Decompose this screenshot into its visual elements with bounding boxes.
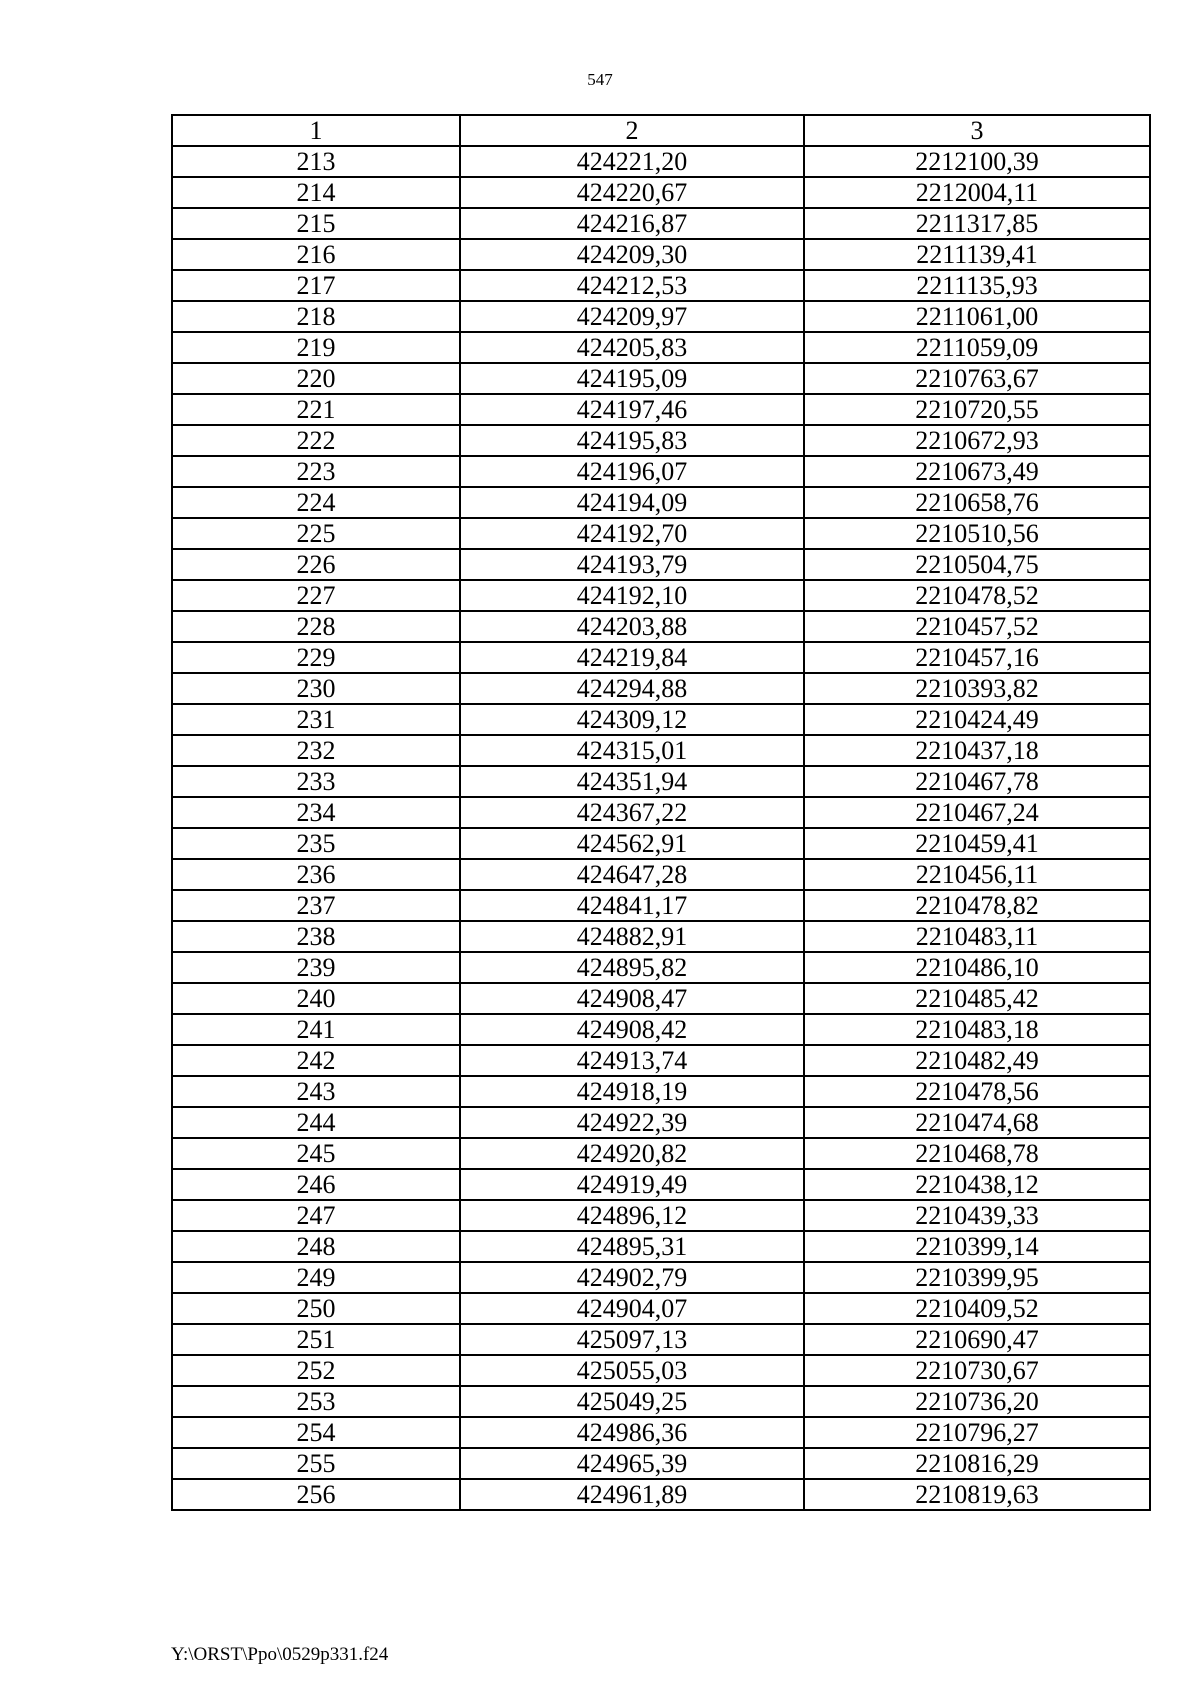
x-coordinate-cell: 424209,97 xyxy=(460,301,804,332)
y-coordinate-cell: 2210478,82 xyxy=(804,890,1150,921)
y-coordinate-cell: 2210399,14 xyxy=(804,1231,1150,1262)
table-row xyxy=(172,611,1150,642)
header-cell-3: 3 xyxy=(804,115,1150,146)
y-coordinate-cell: 2210486,10 xyxy=(804,952,1150,983)
x-coordinate-cell: 424919,49 xyxy=(460,1169,804,1200)
x-coordinate-cell: 424902,79 xyxy=(460,1262,804,1293)
point-number-cell: 216 xyxy=(172,239,460,270)
point-number-cell: 219 xyxy=(172,332,460,363)
y-coordinate-cell: 2210816,29 xyxy=(804,1448,1150,1479)
y-coordinate-cell: 2210459,41 xyxy=(804,828,1150,859)
y-coordinate-cell: 2210485,42 xyxy=(804,983,1150,1014)
table-body xyxy=(172,146,1150,1510)
table-row xyxy=(172,859,1150,890)
y-coordinate-cell: 2211317,85 xyxy=(804,208,1150,239)
table-row xyxy=(172,208,1150,239)
y-coordinate-cell: 2210736,20 xyxy=(804,1386,1150,1417)
point-number-cell: 224 xyxy=(172,487,460,518)
point-number-cell: 217 xyxy=(172,270,460,301)
x-coordinate-cell: 424895,82 xyxy=(460,952,804,983)
x-coordinate-cell: 424961,89 xyxy=(460,1479,804,1510)
table-row xyxy=(172,425,1150,456)
table-row xyxy=(172,146,1150,177)
table-row xyxy=(172,642,1150,673)
x-coordinate-cell: 424920,82 xyxy=(460,1138,804,1169)
table-row xyxy=(172,1138,1150,1169)
point-number-cell: 225 xyxy=(172,518,460,549)
point-number-cell: 238 xyxy=(172,921,460,952)
x-coordinate-cell: 424895,31 xyxy=(460,1231,804,1262)
y-coordinate-cell: 2210483,18 xyxy=(804,1014,1150,1045)
point-number-cell: 218 xyxy=(172,301,460,332)
table-row xyxy=(172,580,1150,611)
footer-file-path: Y:\ORST\Ppo\0529p331.f24 xyxy=(171,1644,389,1665)
x-coordinate-cell: 425049,25 xyxy=(460,1386,804,1417)
y-coordinate-cell: 2212004,11 xyxy=(804,177,1150,208)
table-row xyxy=(172,549,1150,580)
point-number-cell: 256 xyxy=(172,1479,460,1510)
point-number-cell: 251 xyxy=(172,1324,460,1355)
table-row xyxy=(172,363,1150,394)
x-coordinate-cell: 424205,83 xyxy=(460,332,804,363)
table-row xyxy=(172,797,1150,828)
x-coordinate-cell: 424192,10 xyxy=(460,580,804,611)
point-number-cell: 232 xyxy=(172,735,460,766)
x-coordinate-cell: 424197,46 xyxy=(460,394,804,425)
header-cell-2: 2 xyxy=(460,115,804,146)
table-row xyxy=(172,177,1150,208)
y-coordinate-cell: 2210672,93 xyxy=(804,425,1150,456)
point-number-cell: 253 xyxy=(172,1386,460,1417)
table-row xyxy=(172,1324,1150,1355)
x-coordinate-cell: 424209,30 xyxy=(460,239,804,270)
x-coordinate-cell: 424908,47 xyxy=(460,983,804,1014)
point-number-cell: 249 xyxy=(172,1262,460,1293)
page-number: 547 xyxy=(587,70,613,89)
table-row xyxy=(172,735,1150,766)
y-coordinate-cell: 2210424,49 xyxy=(804,704,1150,735)
x-coordinate-cell: 424192,70 xyxy=(460,518,804,549)
y-coordinate-cell: 2210478,52 xyxy=(804,580,1150,611)
x-coordinate-cell: 424221,20 xyxy=(460,146,804,177)
table-row xyxy=(172,1200,1150,1231)
point-number-cell: 240 xyxy=(172,983,460,1014)
point-number-cell: 226 xyxy=(172,549,460,580)
y-coordinate-cell: 2210437,18 xyxy=(804,735,1150,766)
y-coordinate-cell: 2210467,78 xyxy=(804,766,1150,797)
y-coordinate-cell: 2211135,93 xyxy=(804,270,1150,301)
y-coordinate-cell: 2212100,39 xyxy=(804,146,1150,177)
point-number-cell: 245 xyxy=(172,1138,460,1169)
point-number-cell: 254 xyxy=(172,1417,460,1448)
table-row xyxy=(172,983,1150,1014)
table-row xyxy=(172,1169,1150,1200)
table-row xyxy=(172,704,1150,735)
y-coordinate-cell: 2210504,75 xyxy=(804,549,1150,580)
x-coordinate-cell: 424896,12 xyxy=(460,1200,804,1231)
point-number-cell: 248 xyxy=(172,1231,460,1262)
y-coordinate-cell: 2210474,68 xyxy=(804,1107,1150,1138)
x-coordinate-cell: 424195,09 xyxy=(460,363,804,394)
y-coordinate-cell: 2210457,16 xyxy=(804,642,1150,673)
point-number-cell: 242 xyxy=(172,1045,460,1076)
point-number-cell: 252 xyxy=(172,1355,460,1386)
point-number-cell: 247 xyxy=(172,1200,460,1231)
x-coordinate-cell: 424562,91 xyxy=(460,828,804,859)
point-number-cell: 250 xyxy=(172,1293,460,1324)
point-number-cell: 227 xyxy=(172,580,460,611)
y-coordinate-cell: 2210439,33 xyxy=(804,1200,1150,1231)
table-row xyxy=(172,766,1150,797)
x-coordinate-cell: 424203,88 xyxy=(460,611,804,642)
point-number-cell: 255 xyxy=(172,1448,460,1479)
point-number-cell: 213 xyxy=(172,146,460,177)
point-number-cell: 239 xyxy=(172,952,460,983)
x-coordinate-cell: 424908,42 xyxy=(460,1014,804,1045)
y-coordinate-cell: 2210393,82 xyxy=(804,673,1150,704)
y-coordinate-cell: 2210457,52 xyxy=(804,611,1150,642)
point-number-cell: 241 xyxy=(172,1014,460,1045)
y-coordinate-cell: 2210658,76 xyxy=(804,487,1150,518)
y-coordinate-cell: 2210819,63 xyxy=(804,1479,1150,1510)
x-coordinate-cell: 424216,87 xyxy=(460,208,804,239)
table-row xyxy=(172,1045,1150,1076)
x-coordinate-cell: 424647,28 xyxy=(460,859,804,890)
table-row xyxy=(172,890,1150,921)
table-row xyxy=(172,1479,1150,1510)
table-row xyxy=(172,487,1150,518)
table-row xyxy=(172,1262,1150,1293)
y-coordinate-cell: 2210763,67 xyxy=(804,363,1150,394)
x-coordinate-cell: 424195,83 xyxy=(460,425,804,456)
x-coordinate-cell: 424212,53 xyxy=(460,270,804,301)
table-row xyxy=(172,518,1150,549)
table-row xyxy=(172,270,1150,301)
table-row xyxy=(172,952,1150,983)
x-coordinate-cell: 424193,79 xyxy=(460,549,804,580)
table-header-row xyxy=(172,115,1150,146)
y-coordinate-cell: 2210456,11 xyxy=(804,859,1150,890)
y-coordinate-cell: 2211061,00 xyxy=(804,301,1150,332)
x-coordinate-cell: 424986,36 xyxy=(460,1417,804,1448)
x-coordinate-cell: 424841,17 xyxy=(460,890,804,921)
x-coordinate-cell: 424965,39 xyxy=(460,1448,804,1479)
point-number-cell: 237 xyxy=(172,890,460,921)
x-coordinate-cell: 424351,94 xyxy=(460,766,804,797)
table-row xyxy=(172,921,1150,952)
point-number-cell: 236 xyxy=(172,859,460,890)
y-coordinate-cell: 2210483,11 xyxy=(804,921,1150,952)
y-coordinate-cell: 2210399,95 xyxy=(804,1262,1150,1293)
point-number-cell: 229 xyxy=(172,642,460,673)
x-coordinate-cell: 424918,19 xyxy=(460,1076,804,1107)
x-coordinate-cell: 424196,07 xyxy=(460,456,804,487)
table-row xyxy=(172,1293,1150,1324)
point-number-cell: 215 xyxy=(172,208,460,239)
x-coordinate-cell: 424220,67 xyxy=(460,177,804,208)
y-coordinate-cell: 2210478,56 xyxy=(804,1076,1150,1107)
x-coordinate-cell: 424367,22 xyxy=(460,797,804,828)
x-coordinate-cell: 424219,84 xyxy=(460,642,804,673)
x-coordinate-cell: 425055,03 xyxy=(460,1355,804,1386)
point-number-cell: 231 xyxy=(172,704,460,735)
y-coordinate-cell: 2210467,24 xyxy=(804,797,1150,828)
coordinates-table xyxy=(171,114,1151,1511)
table-row xyxy=(172,1076,1150,1107)
table-row xyxy=(172,673,1150,704)
y-coordinate-cell: 2210796,27 xyxy=(804,1417,1150,1448)
table-row xyxy=(172,1386,1150,1417)
point-number-cell: 233 xyxy=(172,766,460,797)
point-number-cell: 244 xyxy=(172,1107,460,1138)
header-cell-1: 1 xyxy=(172,115,460,146)
y-coordinate-cell: 2210438,12 xyxy=(804,1169,1150,1200)
y-coordinate-cell: 2210468,78 xyxy=(804,1138,1150,1169)
table-row xyxy=(172,301,1150,332)
y-coordinate-cell: 2210673,49 xyxy=(804,456,1150,487)
point-number-cell: 223 xyxy=(172,456,460,487)
point-number-cell: 235 xyxy=(172,828,460,859)
y-coordinate-cell: 2210409,52 xyxy=(804,1293,1150,1324)
x-coordinate-cell: 424922,39 xyxy=(460,1107,804,1138)
y-coordinate-cell: 2211059,09 xyxy=(804,332,1150,363)
x-coordinate-cell: 424904,07 xyxy=(460,1293,804,1324)
y-coordinate-cell: 2210690,47 xyxy=(804,1324,1150,1355)
table-row xyxy=(172,1014,1150,1045)
x-coordinate-cell: 424194,09 xyxy=(460,487,804,518)
x-coordinate-cell: 424913,74 xyxy=(460,1045,804,1076)
table-row xyxy=(172,1107,1150,1138)
point-number-cell: 243 xyxy=(172,1076,460,1107)
table-row xyxy=(172,1417,1150,1448)
x-coordinate-cell: 424315,01 xyxy=(460,735,804,766)
point-number-cell: 214 xyxy=(172,177,460,208)
y-coordinate-cell: 2210730,67 xyxy=(804,1355,1150,1386)
x-coordinate-cell: 424294,88 xyxy=(460,673,804,704)
y-coordinate-cell: 2210482,49 xyxy=(804,1045,1150,1076)
y-coordinate-cell: 2210510,56 xyxy=(804,518,1150,549)
table-row xyxy=(172,332,1150,363)
x-coordinate-cell: 425097,13 xyxy=(460,1324,804,1355)
table-row xyxy=(172,828,1150,859)
x-coordinate-cell: 424882,91 xyxy=(460,921,804,952)
point-number-cell: 246 xyxy=(172,1169,460,1200)
point-number-cell: 230 xyxy=(172,673,460,704)
point-number-cell: 220 xyxy=(172,363,460,394)
x-coordinate-cell: 424309,12 xyxy=(460,704,804,735)
y-coordinate-cell: 2210720,55 xyxy=(804,394,1150,425)
table-row xyxy=(172,1355,1150,1386)
point-number-cell: 222 xyxy=(172,425,460,456)
table-row xyxy=(172,394,1150,425)
table-row xyxy=(172,456,1150,487)
point-number-cell: 228 xyxy=(172,611,460,642)
table-row xyxy=(172,1231,1150,1262)
point-number-cell: 221 xyxy=(172,394,460,425)
table-row xyxy=(172,239,1150,270)
table-row xyxy=(172,1448,1150,1479)
point-number-cell: 234 xyxy=(172,797,460,828)
y-coordinate-cell: 2211139,41 xyxy=(804,239,1150,270)
